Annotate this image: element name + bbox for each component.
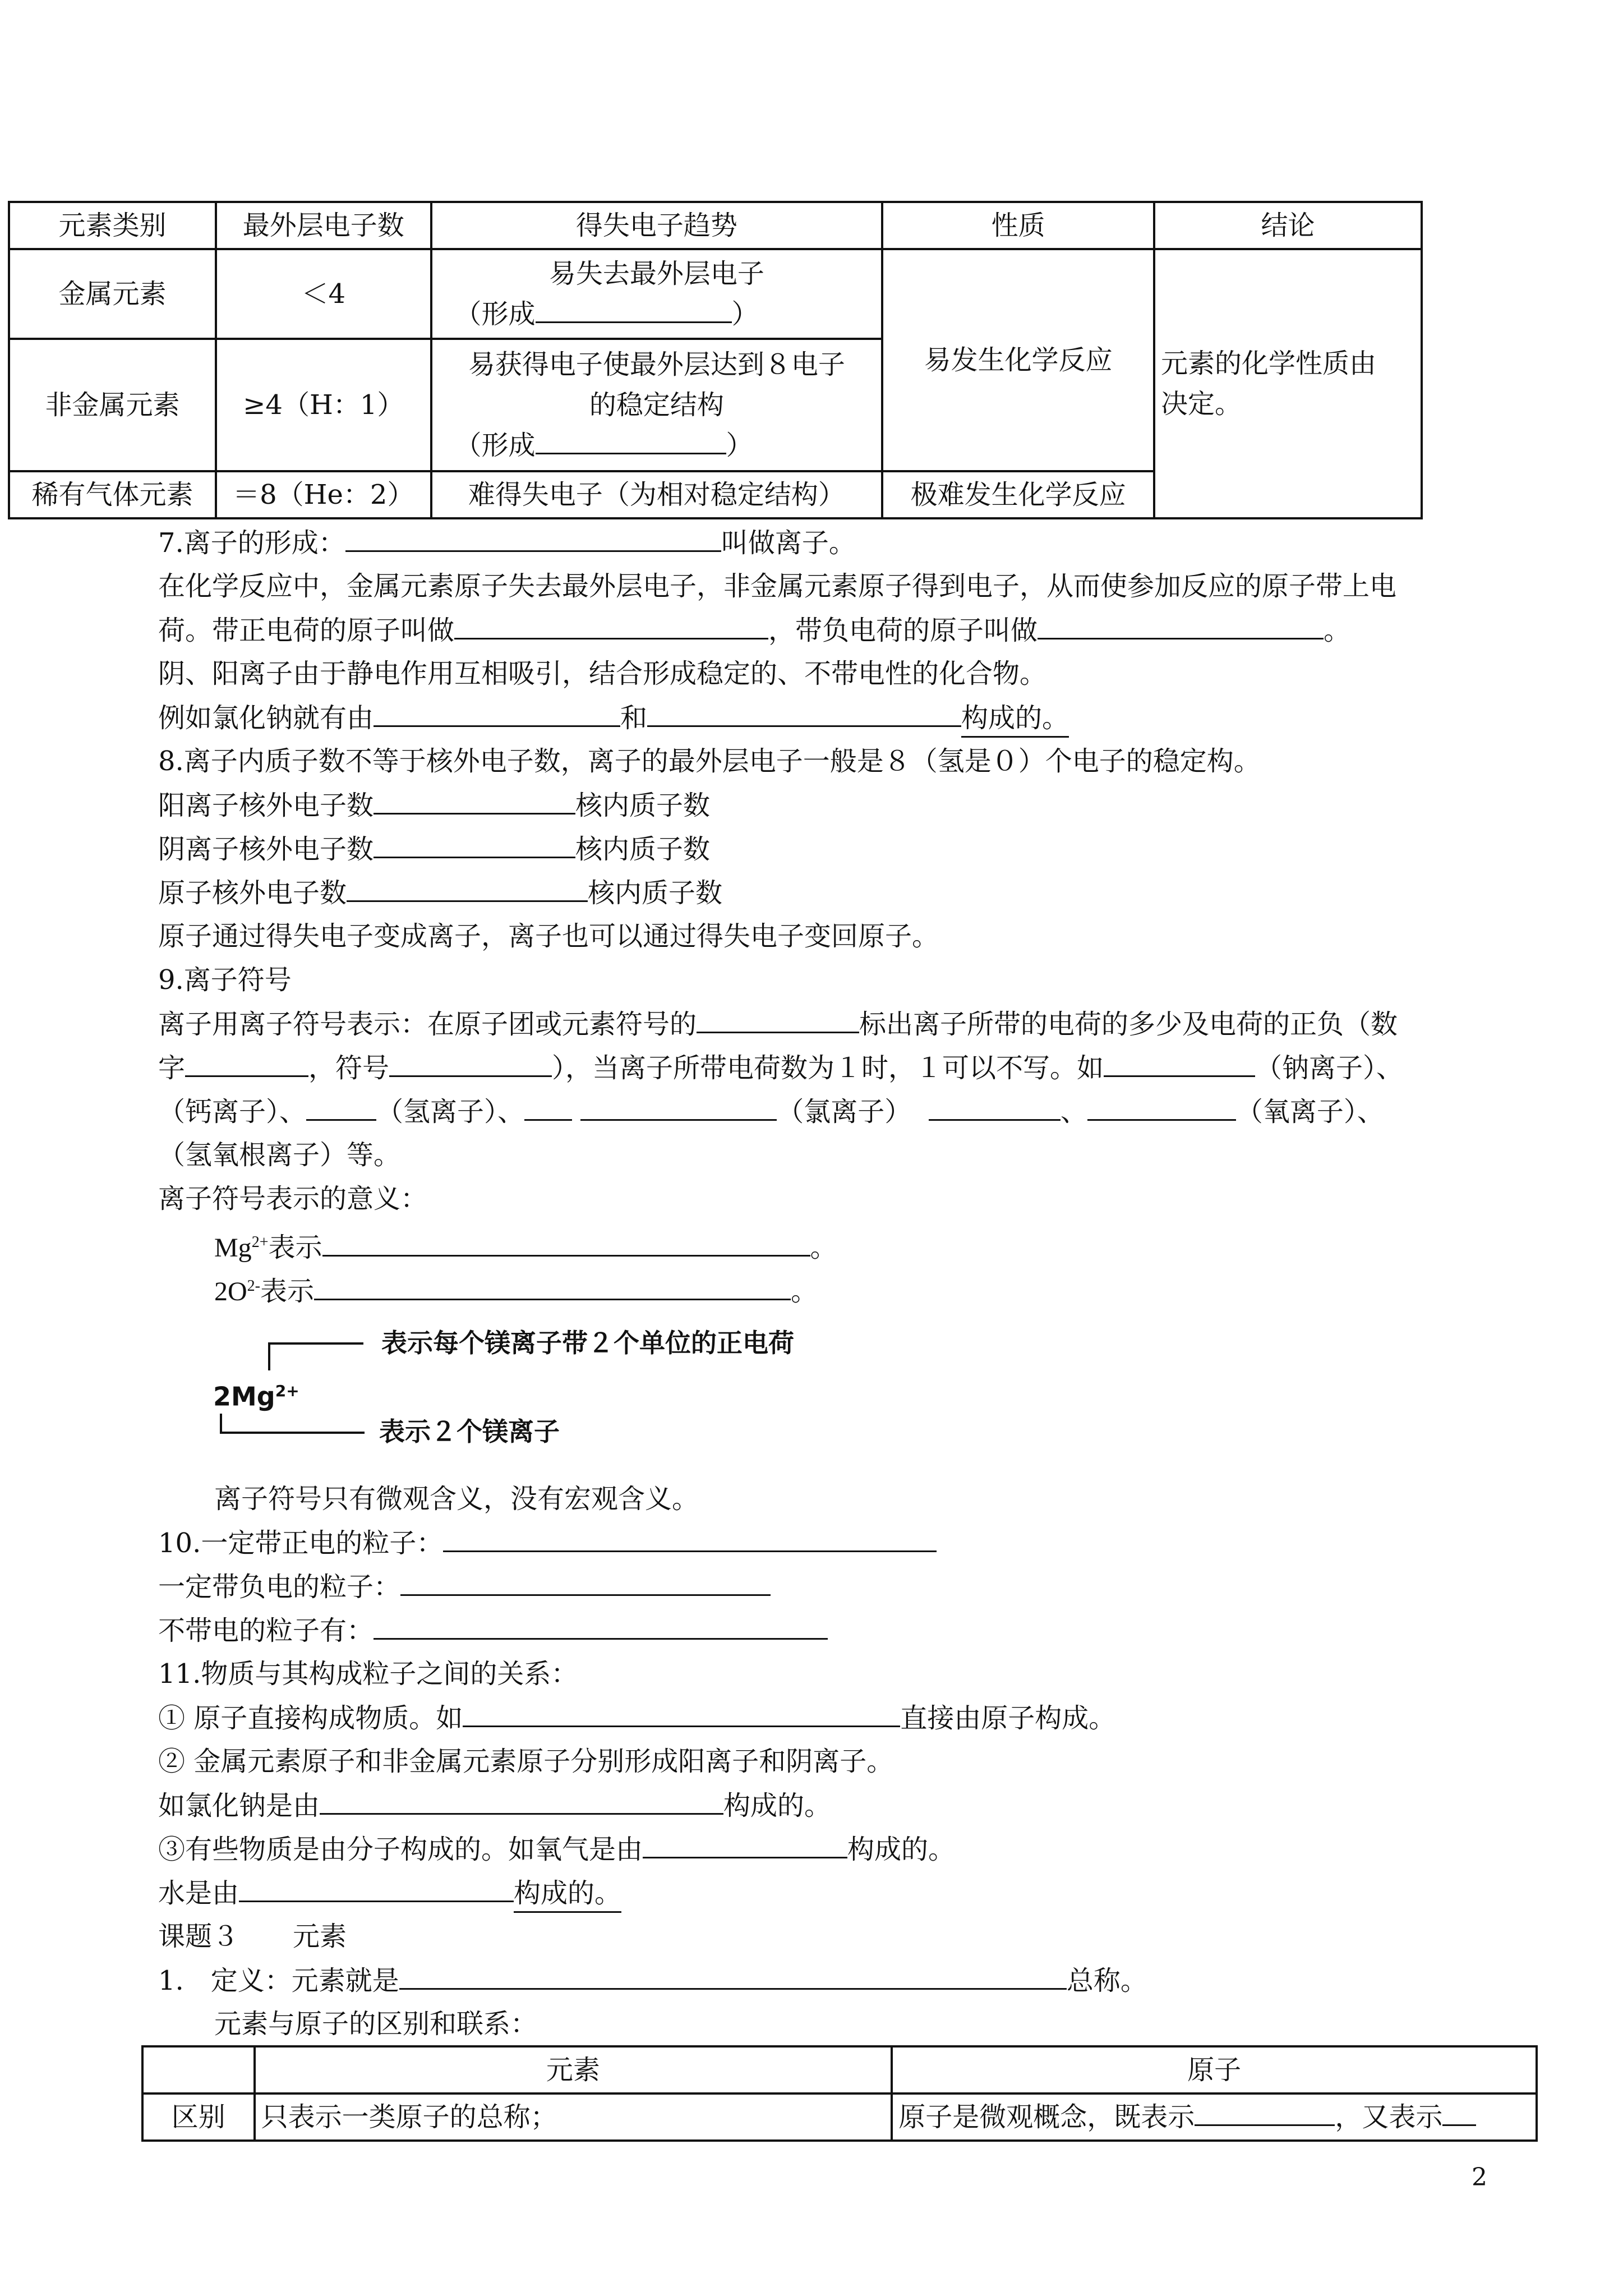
fill-blank[interactable] — [374, 700, 620, 727]
trend-text: ） — [731, 298, 759, 330]
topic3-title: 课题３ 元素 — [158, 1921, 347, 1952]
property-cell: 极难发生化学反应 — [882, 471, 1154, 518]
fill-blank[interactable] — [185, 1050, 308, 1077]
table-header-row — [142, 2046, 1537, 2093]
fill-blank[interactable] — [454, 612, 768, 639]
diagram-line — [220, 1414, 222, 1434]
s9-title: 9.离子符号 — [158, 964, 292, 996]
fill-blank[interactable] — [536, 296, 732, 323]
s7-line1 — [158, 524, 856, 561]
fill-blank[interactable] — [1442, 2099, 1476, 2126]
text: 阴离子核外电子数 — [158, 834, 374, 865]
category-cell: 金属元素 — [9, 249, 216, 339]
s9-line1 — [158, 1006, 1398, 1042]
fill-blank[interactable] — [374, 831, 575, 858]
s8-line4 — [158, 875, 722, 911]
text: ），当离子所带电荷数为１时，１可以不写。如 — [552, 1052, 1104, 1084]
trend-text: 的稳定结构 — [589, 389, 724, 421]
s10-line3 — [158, 1612, 828, 1649]
diagram-bottom-label: 表示２个镁离子 — [379, 1416, 560, 1447]
fill-blank[interactable] — [400, 1568, 771, 1596]
header-cell: 元素类别 — [9, 202, 216, 249]
fill-blank[interactable] — [347, 875, 588, 902]
text: 10.一定带正电的粒子： — [158, 1527, 444, 1559]
text: （氯离子） — [777, 1096, 912, 1128]
text: 7.离子的形成： — [158, 527, 345, 559]
fill-blank[interactable] — [239, 1875, 514, 1902]
fill-blank[interactable] — [463, 1700, 900, 1727]
fill-blank[interactable] — [443, 1525, 937, 1552]
s9-meaning-title: 离子符号表示的意义： — [158, 1183, 428, 1214]
text: 核内质子数 — [588, 877, 723, 909]
text: 2O — [214, 1277, 247, 1306]
diagram-line — [268, 1342, 270, 1370]
s10-line1 — [158, 1525, 937, 1561]
element-classification-table — [8, 201, 1423, 519]
s8-line1: 8.离子内质子数不等于核外电子数，离子的最外层电子一般是８（氢是０）个电子的稳定构。 — [158, 746, 1261, 777]
table-row — [9, 249, 1422, 339]
fill-blank[interactable] — [697, 1006, 859, 1033]
diagram-top-label: 表示每个镁离子带２个单位的正电荷 — [381, 1328, 794, 1358]
trend-text: （形成 — [454, 430, 536, 461]
text: （氧离子）、 — [1235, 1096, 1384, 1128]
fill-blank[interactable] — [1038, 612, 1324, 639]
text: ，又表示 — [1335, 2101, 1443, 2133]
fill-blank[interactable] — [1087, 1093, 1236, 1121]
s11-line2: ② 金属元素原子和非金属元素原子分别形成阳离子和阴离子。 — [158, 1746, 894, 1777]
text: 如氯化钠是由 — [158, 1790, 320, 1821]
s11-line3 — [158, 1787, 831, 1824]
text: 总称。 — [1066, 1965, 1147, 1996]
text: 2+ — [251, 1234, 269, 1251]
fill-blank[interactable] — [374, 1612, 828, 1640]
header-cell: 得失电子趋势 — [431, 202, 883, 249]
s9-note: 离子符号只有微观含义，没有宏观含义。 — [214, 1483, 699, 1515]
text: 原子是微观概念，既表示 — [898, 2101, 1195, 2133]
text: 核内质子数 — [575, 790, 711, 821]
fill-blank[interactable] — [322, 1229, 810, 1257]
s8-line3 — [158, 831, 710, 867]
conclusion-text: 元素的化学性质由决定。 — [1161, 348, 1377, 420]
fill-blank[interactable] — [1104, 1050, 1255, 1077]
s10-line2 — [158, 1568, 771, 1605]
text: （钙离子）、 — [158, 1096, 307, 1128]
text: 水是由 — [158, 1878, 239, 1909]
trend-cell — [431, 249, 883, 339]
text: ，带负电荷的原子叫做 — [768, 615, 1038, 646]
text: 表示 — [260, 1277, 315, 1306]
o-meaning-line — [214, 1268, 818, 1310]
text: 标出离子所带的电荷的多少及电荷的正负（数 — [859, 1009, 1398, 1040]
header-cell: 原子 — [892, 2046, 1537, 2093]
trend-cell — [431, 339, 883, 471]
text: ③有些物质是由分子构成的。如氧气是由 — [158, 1834, 643, 1865]
s11-line5 — [158, 1875, 621, 1913]
fill-blank[interactable] — [374, 787, 575, 815]
fill-blank[interactable] — [580, 1093, 777, 1121]
s8-line5: 原子通过得失电子变成离子，离子也可以通过得失电子变回原子。 — [158, 921, 939, 952]
text: 构成的。 — [723, 1790, 832, 1821]
trend-text: 易获得电子使最外层达到８电子 — [468, 349, 845, 380]
text: 2Mg — [213, 1381, 275, 1412]
mg-meaning-line — [214, 1225, 837, 1266]
text: Mg — [214, 1233, 252, 1263]
s9-line4: （氢氧根离子）等。 — [158, 1139, 401, 1171]
fill-blank[interactable] — [399, 1962, 1067, 1990]
diagram-line — [268, 1342, 363, 1345]
header-cell — [142, 2046, 255, 2093]
fill-blank[interactable] — [643, 1831, 847, 1858]
category-cell: 稀有气体元素 — [9, 471, 216, 518]
s11-line4 — [158, 1831, 955, 1867]
text: 构成的。 — [514, 1875, 621, 1913]
text: 阳离子核外电子数 — [158, 790, 374, 821]
text: 1. 定义：元素就是 — [158, 1965, 399, 1996]
row-label-cell: 区别 — [142, 2093, 255, 2141]
conclusion-cell — [1154, 249, 1422, 518]
property-cell: 易发生化学反应 — [882, 249, 1154, 471]
text: 不带电的粒子有： — [158, 1615, 374, 1646]
table-row — [142, 2093, 1537, 2141]
fill-blank[interactable] — [345, 524, 721, 552]
electron-cell: ≥4（H：1） — [216, 339, 431, 471]
text: 例如氯化钠就有由 — [158, 702, 374, 734]
s7-line4: 阴、阳离子由于静电作用互相吸引，结合形成稳定的、不带电性的化合物。 — [158, 658, 1047, 689]
fill-blank[interactable] — [1195, 2099, 1335, 2126]
fill-blank[interactable] — [929, 1093, 1061, 1121]
text: 叫做离子。 — [721, 527, 856, 559]
text: 核内质子数 — [575, 834, 711, 865]
s11-title: 11.物质与其构成粒子之间的关系： — [158, 1658, 578, 1690]
fill-blank[interactable] — [306, 1093, 376, 1121]
text: 2+ — [275, 1382, 299, 1400]
text: 原子核外电子数 — [158, 877, 347, 909]
text: 离子用离子符号表示：在原子团或元素符号的 — [158, 1009, 697, 1040]
text: 。 — [791, 1277, 818, 1306]
topic3-relation: 元素与原子的区别和联系： — [214, 2008, 538, 2040]
diagram-line — [220, 1432, 365, 1434]
text: ，符号 — [308, 1052, 390, 1084]
text: 。 — [810, 1233, 837, 1263]
text: 荷。带正电荷的原子叫做 — [158, 615, 455, 646]
header-cell: 元素 — [255, 2046, 892, 2093]
header-cell: 最外层电子数 — [216, 202, 431, 249]
s9-line3 — [158, 1093, 1384, 1130]
text: （氢离子）、 — [376, 1096, 525, 1128]
trend-cell: 难得失电子（为相对稳定结构） — [431, 471, 883, 518]
s8-line2 — [158, 787, 710, 823]
element-atom-table — [141, 2045, 1538, 2142]
s9-line2 — [158, 1050, 1403, 1086]
s7-line3 — [158, 612, 1350, 648]
text: 和 — [620, 702, 648, 734]
text: （钠离子）、 — [1255, 1052, 1404, 1084]
fill-blank[interactable] — [647, 700, 961, 727]
category-cell: 非金属元素 — [9, 339, 216, 471]
topic3-definition — [158, 1962, 1147, 1999]
header-cell: 结论 — [1154, 202, 1422, 249]
header-cell: 性质 — [882, 202, 1154, 249]
text: 2- — [247, 1277, 260, 1295]
fill-blank[interactable] — [320, 1787, 723, 1815]
s7-line2: 在化学反应中，金属元素原子失去最外层电子，非金属元素原子得到电子，从而使参加反应的原子带上电 — [158, 570, 1397, 602]
text: 字 — [158, 1052, 186, 1084]
trend-text: 易失去最外层电子 — [548, 258, 764, 289]
element-cell: 只表示一类原子的总称； — [255, 2093, 892, 2141]
text: 表示 — [268, 1233, 322, 1263]
text: 、 — [1060, 1096, 1087, 1128]
atom-cell — [892, 2093, 1537, 2141]
diagram-symbol — [213, 1373, 299, 1414]
s11-line1 — [158, 1700, 1115, 1736]
fill-blank[interactable] — [524, 1093, 572, 1121]
electron-cell: ＜4 — [216, 249, 431, 339]
text: 构成的。 — [847, 1834, 956, 1865]
fill-blank[interactable] — [314, 1273, 791, 1300]
text: ① 原子直接构成物质。如 — [158, 1703, 463, 1734]
table-header-row — [9, 202, 1422, 249]
fill-blank[interactable] — [536, 427, 726, 454]
trend-text: （形成 — [454, 298, 536, 330]
fill-blank[interactable] — [389, 1050, 552, 1077]
electron-cell: ＝8（He：2） — [216, 471, 431, 518]
text: 构成的。 — [961, 700, 1069, 738]
text: 。 — [1324, 615, 1351, 646]
page-number: 2 — [1472, 2163, 1487, 2192]
text: 一定带负电的粒子： — [158, 1571, 401, 1603]
s7-line5 — [158, 700, 1069, 738]
text: 直接由原子构成。 — [900, 1703, 1116, 1734]
trend-text: ） — [726, 430, 753, 461]
